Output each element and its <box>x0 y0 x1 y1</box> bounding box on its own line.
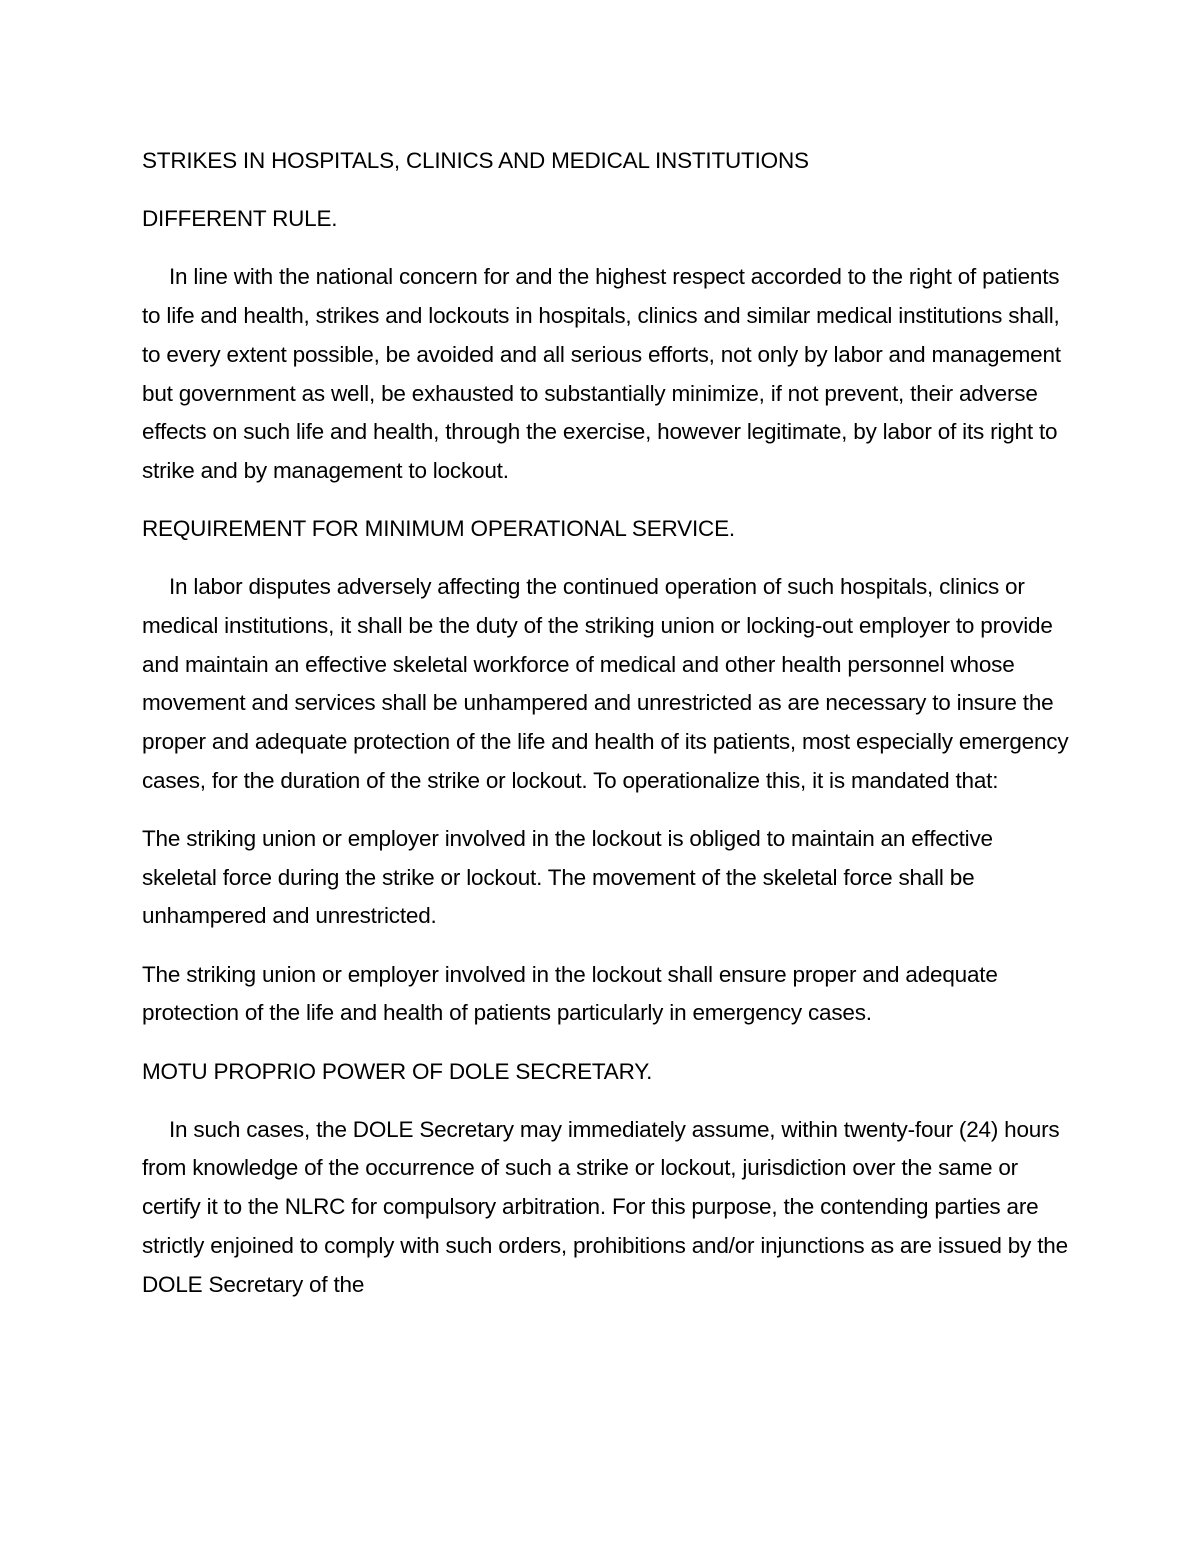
paragraph-different-rule: In line with the national concern for and the highest respect accorded to the right of patients to life and health, strikes and lockouts in hospitals, clinics and similar medical institutions shall, to every extent possible, be avoided and all serious efforts, not only by labor and management but government as well, be exhausted to substantially minimize, if not prevent, their adverse effects on such life and health, through the exercise, however legitimate, by labor of its right to strike and by management to lockout. <box>142 264 1061 483</box>
section-heading-different-rule: DIFFERENT RULE. <box>142 206 338 232</box>
section-heading-minimum-operational-service: REQUIREMENT FOR MINIMUM OPERATIONAL SERVICE. <box>142 516 735 542</box>
section-heading-motu-proprio: MOTU PROPRIO POWER OF DOLE SECRETARY. <box>142 1058 653 1084</box>
paragraph-patient-protection: The striking union or employer involved in the lockout shall ensure proper and adequate protection of the life and health of patients particularly in emergency cases. <box>142 961 998 1026</box>
document-title: STRIKES IN HOSPITALS, CLINICS AND MEDICAL INSTITUTIONS <box>142 148 809 173</box>
document-body <box>142 142 1072 1324</box>
paragraph-dole-secretary-power: In such cases, the DOLE Secretary may immediately assume, within twenty-four (24) hours from knowledge of the occurrence of such a strike or lockout, jurisdiction over the same or certify it to the NLRC for compulsory arbitration. For this purpose, the contending parties are strictly enjoined to comply with such orders, prohibitions and/or injunctions as are issued by the DOLE Secretary of the <box>142 1116 1068 1297</box>
paragraph-skeletal-force: The striking union or employer involved in the lockout is obliged to maintain an effective skeletal force during the strike or lockout. The movement of the skeletal force shall be unhampered and unrestricted. <box>142 826 993 929</box>
paragraph-minimum-service-duty: In labor disputes adversely affecting the continued operation of such hospitals, clinics or medical institutions, it shall be the duty of the striking union or locking-out employer to provide and maintain an effective skeletal workforce of medical and other health personnel whose movement and services shall be unhampered and unrestricted as are necessary to insure the proper and adequate protection of the life and health of its patients, most especially emergency cases, for the duration of the strike or lockout. To operationalize this, it is mandated that: <box>142 574 1069 793</box>
